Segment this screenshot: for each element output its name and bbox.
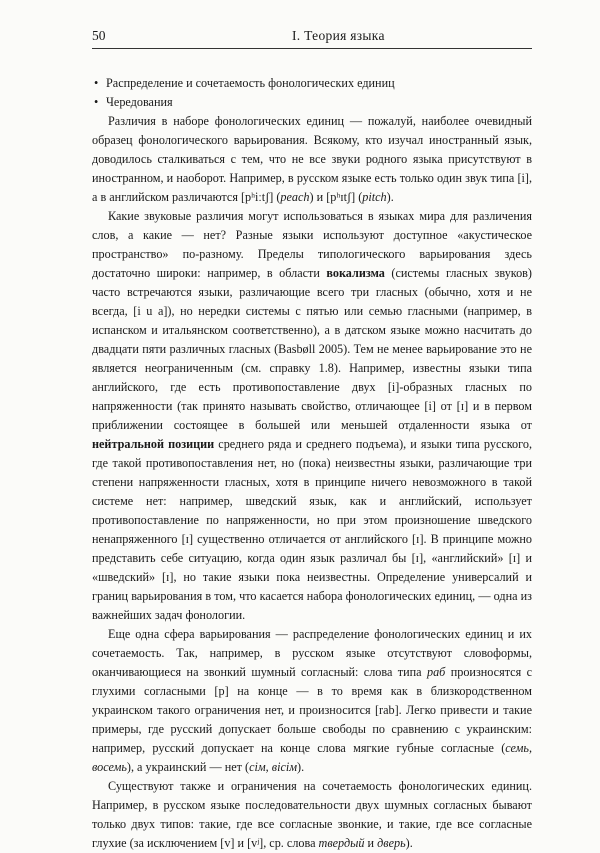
bullet-item: • Распределение и сочетаемость фонологических единиц xyxy=(92,74,532,93)
example-word: peach xyxy=(280,190,310,204)
text-run: среднего ряда и среднего подъема), и языки типа русского, где такой противопоставления нет, но (пока) неизвестны языки, различающие три степени напряженности гласных, хотя в принципе ничего невозможного в такой системе нет: например, шведский язык, как и английский, использует противопоставление по напряженности, но при этом произношение шведского ненапряженного [ɪ] существенно отличается от английского [ɪ]. В принципе можно представить себе ситуацию, когда один язык различал бы [ɪ], «английский» [ɪ] и «шведский» [ɪ], но такие языки пока неизвестны. Определение универсалий и границ варьирования в том, что касается набора фонологических единиц, — одна из важнейших задач фонологии. xyxy=(92,437,532,622)
example-word: сім, вісім xyxy=(249,760,298,774)
text-run: ). xyxy=(386,190,394,204)
paragraph-2 xyxy=(92,207,532,625)
text-run: ). xyxy=(405,836,413,850)
paragraph-3 xyxy=(92,625,532,777)
paragraph-1 xyxy=(92,112,532,207)
bullet-item: • Чередования xyxy=(92,93,532,112)
text-run: произносятся с глухими согласными [p] на конце — в то время как в близкородственном украинском такого ограничения нет, и произносится [rab]. Легко привести и такие примеры, где русский допускает больше свободы по сравнению с украинским: например, русский допускает на конце слова мягкие губные согласные ( xyxy=(92,665,532,755)
term: вокализма xyxy=(326,266,385,280)
example-word: дверь xyxy=(377,836,406,850)
term: нейтральной позиции xyxy=(92,437,215,451)
text-run: Различия в наборе фонологических единиц — пожалуй, наиболее очевидный образец фонологического варьирования. Всякому, кто изучал иностранный язык, доводилось сталкиваться с тем, что не все звуки родного языка присутствуют в иностранном, и наоборот. Например, в русском языке есть только один звук типа [i], а в английском различаются [pʰiːtʃ] ( xyxy=(92,114,532,204)
text-run: (системы гласных звуков) часто встречаются языки, различающие всего три гласных (обычно, хотя и не всегда, [i u a]), но нередки системы с пятью или семью гласными (например, в испанском и итальянском соответственно), а в датском языке можно насчитать до двадцати пяти различных гласных (Basbøll 2005). Тем не менее варьирование это не является неограниченным (см. справку 1.8). Например, известны языки типа английского, где есть противопоставление двух [i]-образных гласных по напряженности (так принято называть свойство, отличающее [i] от [ɪ] и в первом приближении состоящее в большей или меньшей отдаленности языка от xyxy=(92,266,532,432)
text-run: и xyxy=(364,836,378,850)
text-run: ) и [pʰɪtʃ] ( xyxy=(309,190,363,204)
paragraph-4 xyxy=(92,777,532,853)
example-word: pitch xyxy=(362,190,387,204)
chapter-title: I. Теория языка xyxy=(292,28,385,43)
example-word: раб xyxy=(426,665,446,679)
page-body xyxy=(92,74,532,853)
text-run: Еще одна сфера варьирования — распределение фонологических единиц и их сочетаемость. Так, например, в русском языке отсутствуют словоформы, оканчивающиеся на звонкий шумный согласный: слова типа xyxy=(92,627,532,679)
text-run: ). xyxy=(297,760,305,774)
text-run: Существуют также и ограничения на сочетаемость фонологических единиц. Например, в русском языке последовательности двух шумных согласных бывают только двух типов: такие, где все согласные звонкие, и такие, где все согласные глухие (за исключением [v] и [vʲ], ср. слова xyxy=(92,779,532,850)
example-word: твердый xyxy=(318,836,365,850)
bullet-list xyxy=(92,74,532,112)
text-run: ), а украинский — нет ( xyxy=(126,760,250,774)
running-header xyxy=(92,28,532,49)
text-run: Какие звуковые различия могут использоваться в языках мира для различения слов, а какие — нет? Разные языки используют доступное «акустическое пространство» по-разному. Пределы типологического варьирования здесь достаточно широки: например, в области xyxy=(92,209,532,280)
page-number: 50 xyxy=(92,28,106,43)
example-word: семь, восемь xyxy=(92,741,532,774)
